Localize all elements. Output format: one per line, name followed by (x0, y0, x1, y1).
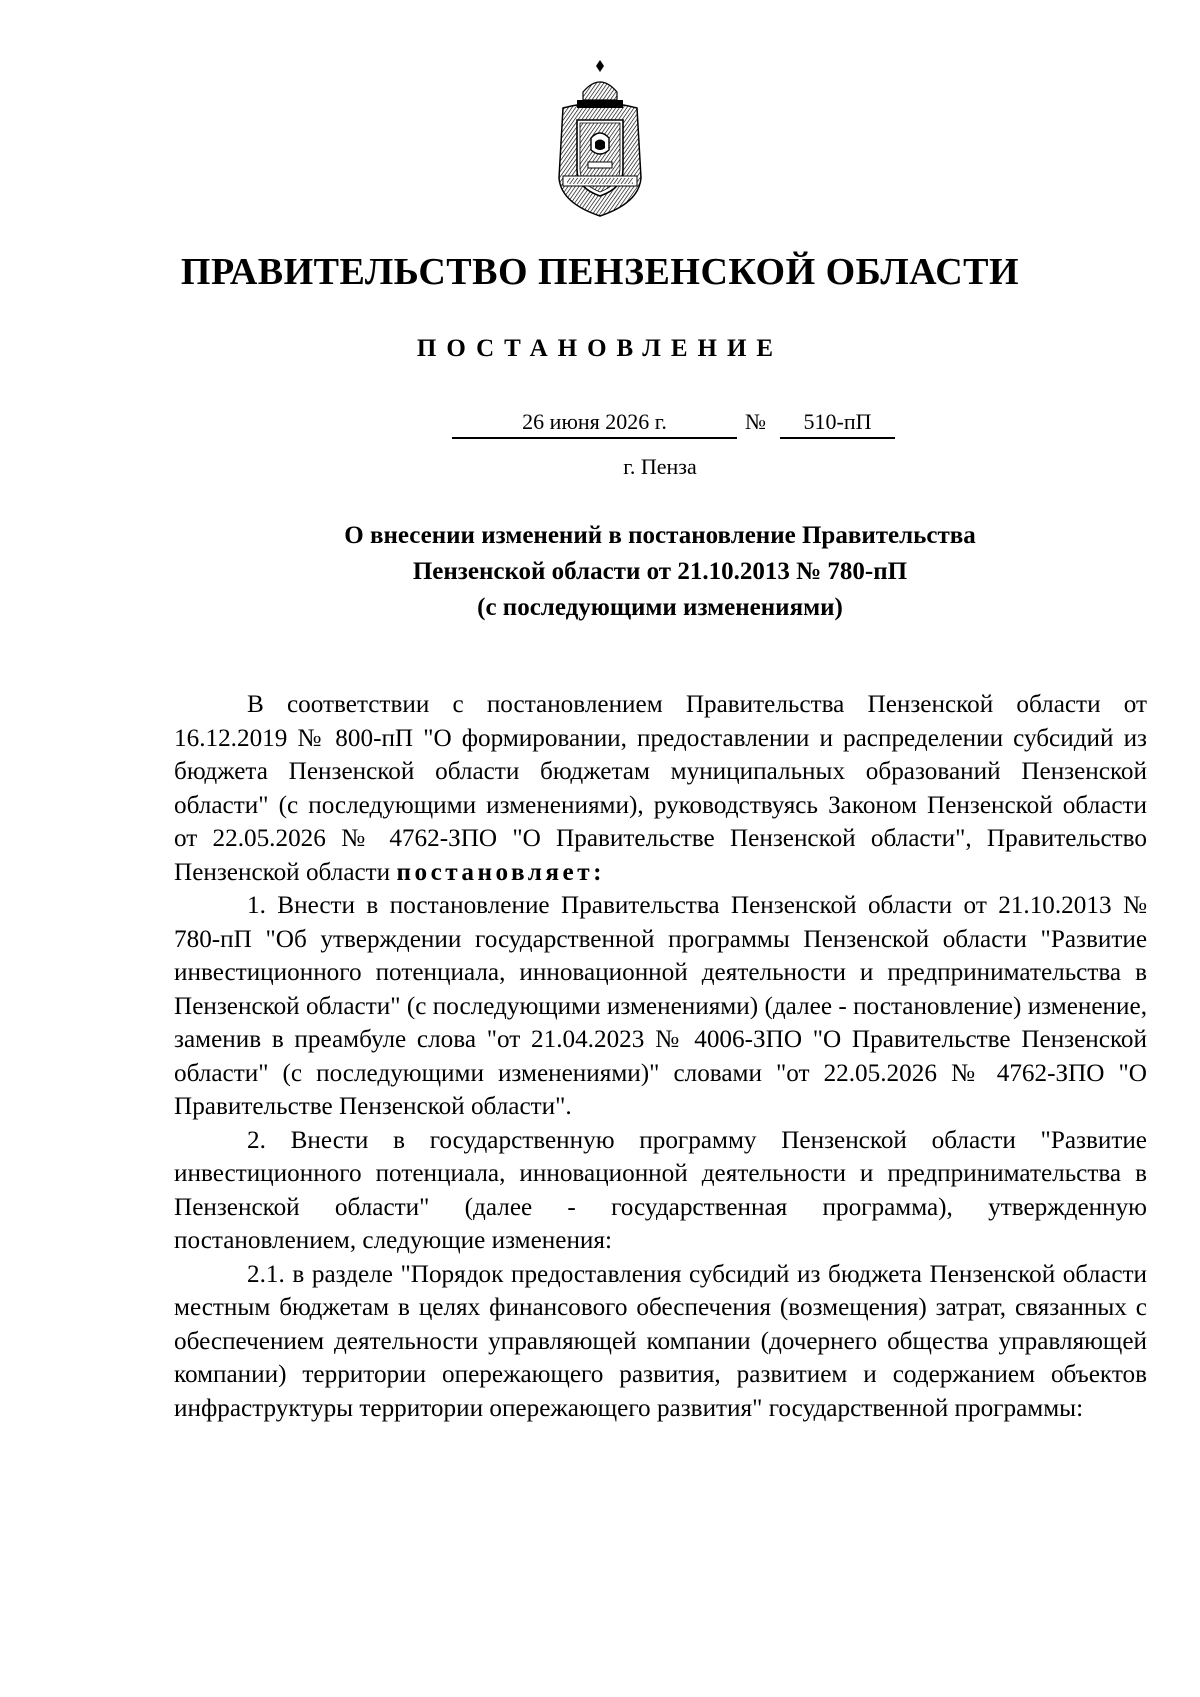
preamble-text: В соответствии с постановлением Правительства Пензенской области от 16.12.2019 № 800-пП "О формировании, предоставлении и распределении субсидий из бюджета Пензенской области бюджетам муниципальных образований Пензенской области" (с последующими изменениями), руководствуясь Законом Пензенской области от 22.05.2026 № 4762-ЗПО "О Правительстве Пензенской области", Правительство Пензенской области (174, 691, 1147, 886)
decree-date: 26 июня 2026 г. (452, 407, 737, 439)
government-title: ПРАВИТЕЛЬСТВО ПЕНЗЕНСКОЙ ОБЛАСТИ (180, 251, 1020, 293)
city: г. Пенза (623, 454, 697, 479)
subject-line-3: (с последующими изменениями) (477, 594, 843, 621)
decree-number: 510-пП (780, 407, 895, 439)
subject-line-1: О внесении изменений в постановление Правительства (344, 522, 976, 549)
document-type: ПОСТАНОВЛЕНИЕ (416, 335, 784, 362)
item-2-1-paragraph: 2.1. в разделе "Порядок предоставления субсидий из бюджета Пензенской области местным бюджетам в целях финансового обеспечения (возмещения) затрат, связанных с обеспечением деятельности управляющей компании (дочернего общества управляющей компании) территории опережающего развития, развитием и содержанием объектов инфраструктуры территории опережающего развития" государственной программы: (174, 1260, 1147, 1422)
item-2-paragraph: 2. Внести в государственную программу Пензенской области "Развитие инвестиционного потенциала, инновационной деятельности и предпринимательства в Пензенской области" (далее - государственная программа), утвержденную постановлением, следующие изменения: (174, 1126, 1147, 1254)
item-1-paragraph: 1. Внести в постановление Правительства Пензенской области от 21.10.2013 № 780-пП "Об утверждении государственной программы Пензенской области "Развитие инвестиционного потенциала, инновационной деятельности и предпринимательства в Пензенской области" (с последующими изменениями) (далее - постановление) изменение, заменив в преамбуле слова "от 21.04.2023 № 4006-ЗПО "О Правительстве Пензенской области" (с последующими изменениями)" словами "от 22.05.2026 № 4762-ЗПО "О Правительстве Пензенской области". (174, 892, 1147, 1120)
preamble-paragraph (174, 688, 1147, 889)
decree-subject (0, 518, 1200, 626)
decree-date-number-line (0, 407, 1200, 439)
resolves-word: постановляет: (396, 858, 605, 886)
coat-of-arms-emblem (555, 58, 645, 218)
decree-body (174, 688, 1147, 1425)
subject-line-2: Пензенской области от 21.10.2013 № 780-пП (412, 558, 908, 585)
number-sign: № (745, 409, 766, 434)
